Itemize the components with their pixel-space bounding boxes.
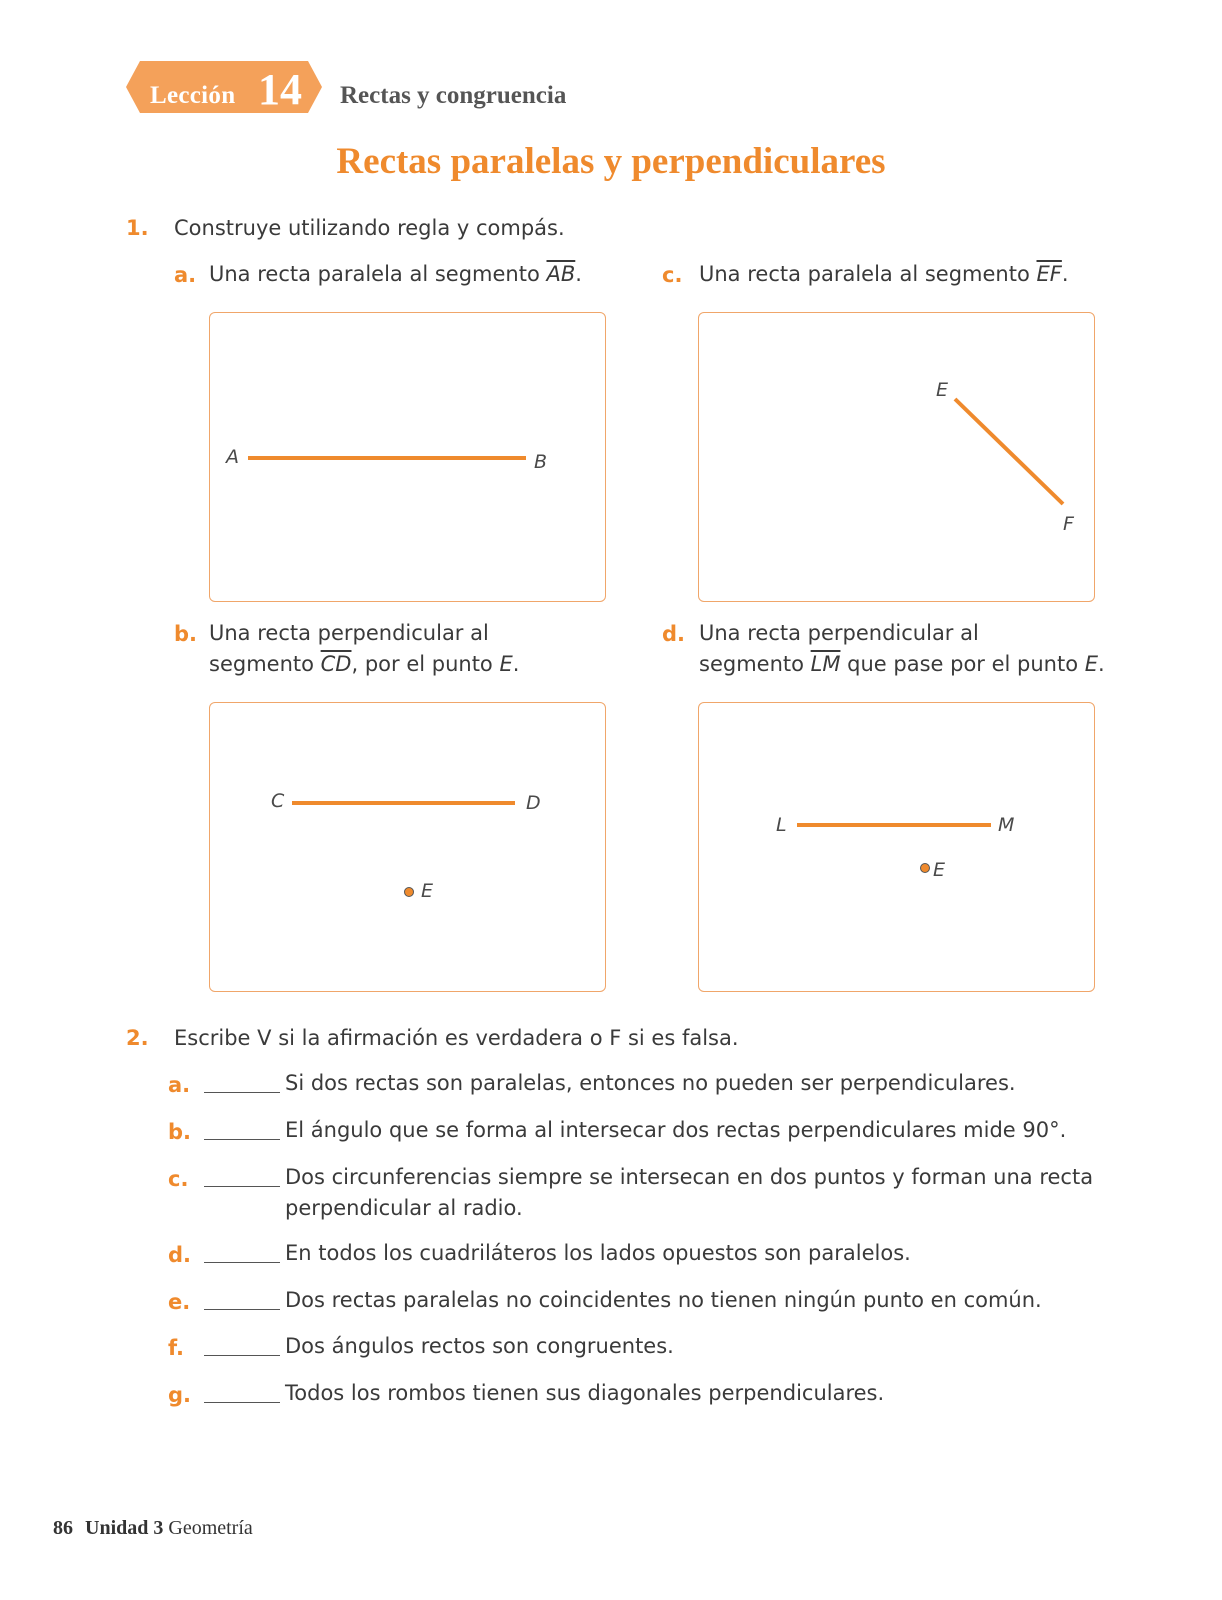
- point-e-dot: [405, 888, 414, 897]
- segment-ef-drawing: [699, 313, 1094, 601]
- statement-letter: f.: [168, 1336, 184, 1360]
- lesson-label: Lección: [150, 82, 236, 109]
- point-label-e: E: [421, 880, 434, 902]
- segment-ef: [955, 399, 1063, 504]
- point-label-e: E: [936, 379, 949, 401]
- point-label-f: F: [1063, 513, 1074, 535]
- exercise-2-number: 2.: [126, 1026, 149, 1050]
- statement-text: Dos rectas paralelas no coincidentes no tienen ningún punto en común.: [285, 1288, 1042, 1312]
- answer-blank-c[interactable]: [204, 1186, 280, 1187]
- answer-blank-g[interactable]: [204, 1402, 280, 1403]
- answer-blank-a[interactable]: [204, 1092, 280, 1093]
- answer-blank-b[interactable]: [204, 1139, 280, 1140]
- statement-letter: e.: [168, 1290, 191, 1314]
- point-label-c: C: [271, 790, 285, 812]
- statement-text: En todos los cuadriláteros los lados opuestos son paralelos.: [285, 1241, 911, 1265]
- segment-lm-drawing: [699, 703, 1094, 991]
- exercise-2-instruction: Escribe V si la afirmación es verdadera o F si es falsa.: [174, 1026, 739, 1050]
- item-1a-letter: a.: [174, 263, 197, 287]
- statement-letter: a.: [168, 1073, 191, 1097]
- statement-text: Dos ángulos rectos son congruentes.: [285, 1334, 674, 1358]
- item-1b-letter: b.: [174, 622, 198, 646]
- item-1b-text: Una recta perpendicular al segmento $\overline{CD}$, por el punto E.: [209, 621, 520, 676]
- statement-text: Dos circunferencias siempre se intersecan en dos puntos y forman una recta perpendicular al radio.: [285, 1165, 1094, 1220]
- footer-unit: Unidad 3 Geometría: [85, 1517, 253, 1539]
- item-1c-text: Una recta paralela al segmento $\overline{EF}$.: [699, 262, 1069, 286]
- answer-blank-e[interactable]: [204, 1309, 280, 1310]
- statement-letter: d.: [168, 1243, 192, 1267]
- exercise-1-instruction: Construye utilizando regla y compás.: [174, 216, 565, 240]
- lesson-topic: Rectas y congruencia: [340, 82, 567, 109]
- item-1a-text: Una recta paralela al segmento $\overline{AB}$.: [209, 262, 582, 286]
- point-label-e: E: [933, 859, 946, 881]
- point-label-a: A: [226, 446, 239, 468]
- statement-letter: c.: [168, 1167, 189, 1191]
- statement-letter: g.: [168, 1383, 192, 1407]
- construction-box-c[interactable]: [698, 312, 1095, 602]
- point-label-d: D: [526, 792, 541, 814]
- item-1d-text: Una recta perpendicular al segmento $\overline{LM}$ que pase por el punto E.: [699, 621, 1105, 676]
- point-label-m: M: [998, 814, 1015, 836]
- statement-text: El ángulo que se forma al intersecar dos rectas perpendiculares mide 90°.: [285, 1118, 1067, 1142]
- item-1c-letter: c.: [662, 263, 683, 287]
- point-e-dot: [921, 864, 930, 873]
- lesson-number: 14: [258, 65, 302, 114]
- page-number: 86: [53, 1517, 73, 1539]
- answer-blank-d[interactable]: [204, 1262, 280, 1263]
- statement-text: Todos los rombos tienen sus diagonales perpendiculares.: [285, 1381, 885, 1405]
- statement-letter: b.: [168, 1120, 192, 1144]
- segment-cd-drawing: [210, 703, 605, 991]
- construction-box-b[interactable]: [209, 702, 606, 992]
- exercise-1-number: 1.: [126, 216, 149, 240]
- answer-blank-f[interactable]: [204, 1355, 280, 1356]
- page-title: Rectas paralelas y perpendiculares: [336, 141, 886, 182]
- statement-text: Si dos rectas son paralelas, entonces no pueden ser perpendiculares.: [285, 1071, 1016, 1095]
- construction-box-d[interactable]: [698, 702, 1095, 992]
- item-1d-letter: d.: [662, 622, 686, 646]
- point-label-l: L: [776, 814, 787, 836]
- point-label-b: B: [534, 451, 548, 473]
- construction-box-a[interactable]: [209, 312, 606, 602]
